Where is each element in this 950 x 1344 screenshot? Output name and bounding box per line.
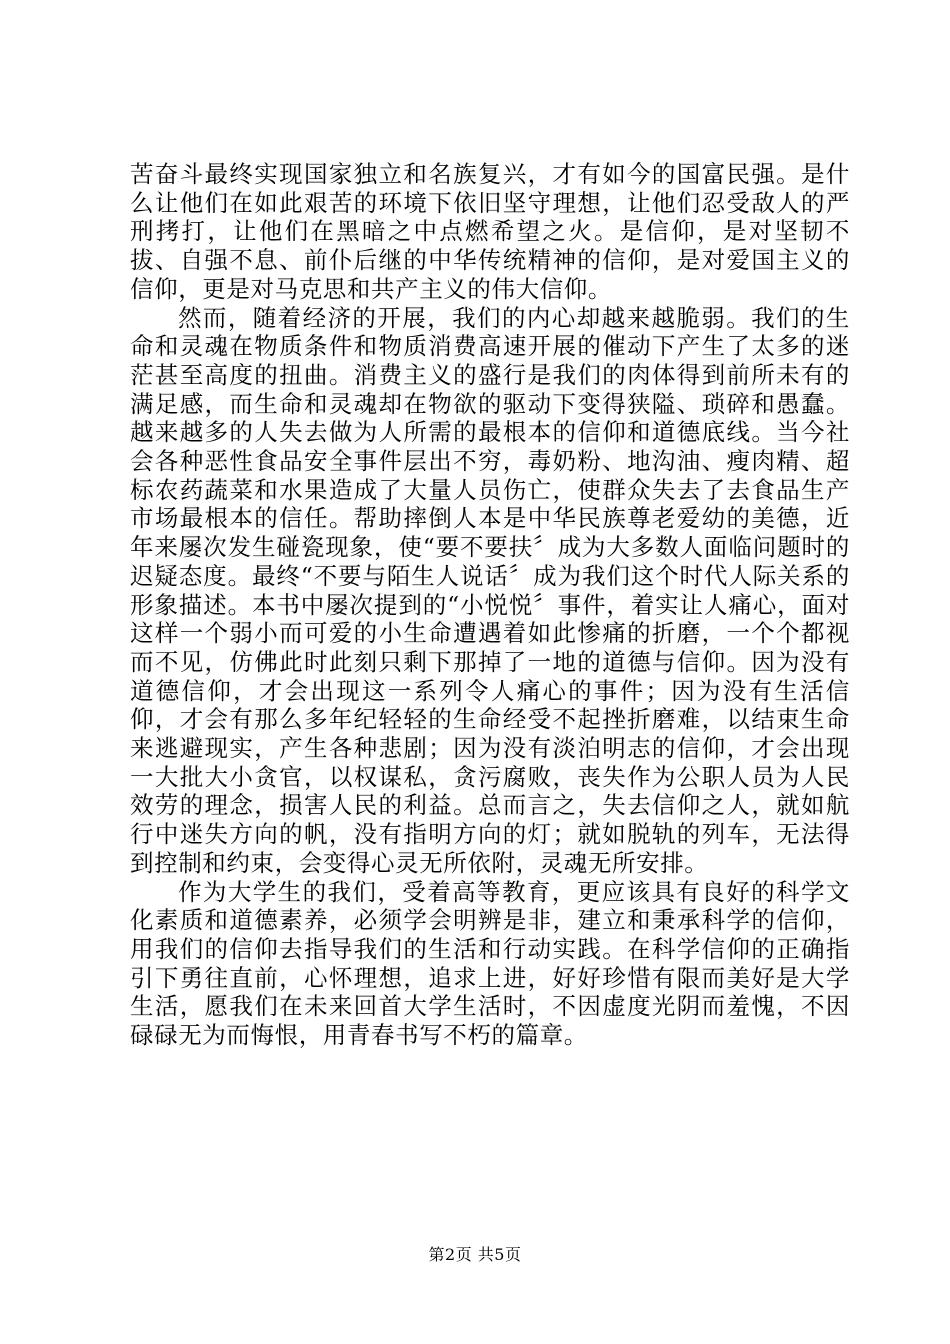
paragraph-college-students: 作为大学生的我们，受着高等教育，更应该具有良好的科学文化素质和道德素养，必须学会明辨是非，建立和秉承科学的信仰，用我们的信仰去指导我们的生活和行动实践。在科学信仰的正确指引下勇往直前，心怀理想，追求上进，好好珍惜有限而美好是大学生活，愿我们在未来回首大学生活时，不因虚度光阴而羞愧，不因碌碌无为而悔恨，用青春书写不朽的篇章。 (130, 877, 850, 1050)
paragraph-continuation: 苦奋斗最终实现国家独立和名族复兴，才有如今的国富民强。是什么让他们在如此艰苦的环境下依旧坚守理想，让他们忍受敌人的严刑拷打，让他们在黑暗之中点燃希望之火。是信仰，是对坚韧不拔、自强不息、前仆后继的中华传统精神的信仰，是对爱国主义的信仰，更是对马克思和共产主义的伟大信仰。 (130, 160, 850, 303)
document-body (130, 160, 850, 1050)
page-footer-number: 第2页 共5页 (428, 1245, 522, 1264)
paragraph-loss-of-faith: 然而，随着经济的开展，我们的内心却越来越脆弱。我们的生命和灵魂在物质条件和物质消费高速开展的催动下产生了太多的迷茫甚至高度的扭曲。消费主义的盛行是我们的肉体得到前所未有的满足感，而生命和灵魂却在物欲的驱动下变得狭隘、琐碎和愚蠢。越来越多的人失去做为人所需的最根本的信仰和道德底线。当今社会各种恶性食品安全事件层出不穷，毒奶粉、地沟油、瘦肉精、超标农药蔬菜和水果造成了大量人员伤亡，使群众失去了去食品生产市场最根本的信任。帮助摔倒人本是中华民族尊老爱幼的美德，近年来屡次发生碰瓷现象，使“要不要扶〞成为大多数人面临问题时的迟疑态度。最终“不要与陌生人说话〞成为我们这个时代人际关系的形象描述。本书中屡次提到的“小悦悦〞事件，着实让人痛心，面对这样一个弱小而可爱的小生命遭遇着如此惨痛的折磨，一个个都视而不见，仿佛此时此刻只剩下那掉了一地的道德与信仰。因为没有道德信仰，才会出现这一系列令人痛心的事件；因为没有生活信仰，才会有那么多年纪轻轻的生命经受不起挫折磨难，以结束生命来逃避现实，产生各种悲剧；因为没有淡泊明志的信仰，才会出现一大批大小贪官，以权谋私，贪污腐败，丧失作为公职人员为人民效劳的理念，损害人民的利益。总而言之，失去信仰之人，就如航行中迷失方向的帆，没有指明方向的灯；就如脱轨的列车，无法得到控制和约束，会变得心灵无所依附，灵魂无所安排。 (130, 303, 850, 877)
